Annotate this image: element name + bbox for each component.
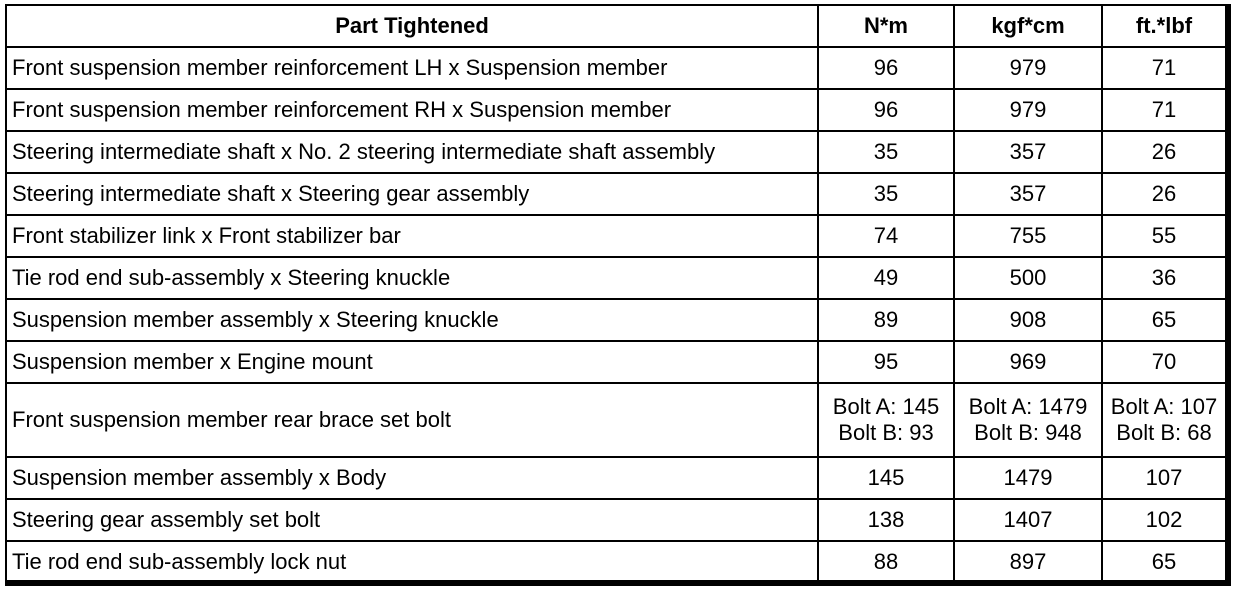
part-cell: Tie rod end sub-assembly x Steering knuckle [7,257,818,299]
table-row [7,257,1225,299]
bolt-b-value: Bolt B: 68 [1116,420,1212,445]
header-kgf-cm: kgf*cm [954,6,1102,47]
table-row [7,499,1225,541]
kgf-cell: 1479 [954,457,1102,499]
ft-cell: 65 [1102,299,1225,341]
table-row [7,89,1225,131]
table-row [7,341,1225,383]
nm-cell: 74 [818,215,954,257]
table-row [7,383,1225,457]
bolt-a-value: Bolt A: 1479 [968,394,1088,419]
nm-cell: 138 [818,499,954,541]
bolt-a-value: Bolt A: 107 [1110,394,1218,419]
table-row [7,131,1225,173]
kgf-cell: 969 [954,341,1102,383]
nm-cell: 89 [818,299,954,341]
kgf-cell: 500 [954,257,1102,299]
kgf-cell: 897 [954,541,1102,582]
header-row [7,6,1225,47]
torque-spec-table-frame [5,4,1231,586]
bolt-b-value: Bolt B: 948 [974,420,1082,445]
table-row [7,173,1225,215]
kgf-cell: 1407 [954,499,1102,541]
table-row [7,215,1225,257]
bolt-a-value: Bolt A: 145 [832,394,940,419]
nm-cell [818,383,954,457]
nm-cell: 88 [818,541,954,582]
ft-cell: 102 [1102,499,1225,541]
part-cell: Suspension member assembly x Body [7,457,818,499]
part-cell: Steering intermediate shaft x Steering gear assembly [7,173,818,215]
table-row [7,541,1225,582]
header-nm: N*m [818,6,954,47]
ft-cell: 70 [1102,341,1225,383]
header-part-tightened: Part Tightened [7,6,818,47]
table-row [7,299,1225,341]
kgf-cell: 979 [954,47,1102,89]
kgf-cell: 908 [954,299,1102,341]
nm-cell: 35 [818,173,954,215]
nm-cell: 145 [818,457,954,499]
table-row [7,457,1225,499]
ft-cell: 71 [1102,47,1225,89]
part-cell: Tie rod end sub-assembly lock nut [7,541,818,582]
bolt-b-value: Bolt B: 93 [838,420,934,445]
ft-cell: 26 [1102,131,1225,173]
part-cell: Steering intermediate shaft x No. 2 steering intermediate shaft assembly [7,131,818,173]
ft-cell: 65 [1102,541,1225,582]
ft-cell: 26 [1102,173,1225,215]
ft-cell: 55 [1102,215,1225,257]
nm-cell: 96 [818,89,954,131]
part-cell: Front stabilizer link x Front stabilizer bar [7,215,818,257]
part-cell: Suspension member assembly x Steering knuckle [7,299,818,341]
part-cell: Front suspension member reinforcement RH x Suspension member [7,89,818,131]
nm-cell: 95 [818,341,954,383]
part-cell: Steering gear assembly set bolt [7,499,818,541]
kgf-cell [954,383,1102,457]
torque-spec-table [7,6,1225,582]
ft-cell [1102,383,1225,457]
table-row [7,47,1225,89]
ft-cell: 36 [1102,257,1225,299]
ft-cell: 107 [1102,457,1225,499]
part-cell: Front suspension member rear brace set bolt [7,383,818,457]
part-cell: Suspension member x Engine mount [7,341,818,383]
kgf-cell: 755 [954,215,1102,257]
nm-cell: 49 [818,257,954,299]
kgf-cell: 979 [954,89,1102,131]
kgf-cell: 357 [954,173,1102,215]
nm-cell: 96 [818,47,954,89]
ft-cell: 71 [1102,89,1225,131]
header-ft-lbf: ft.*lbf [1102,6,1225,47]
kgf-cell: 357 [954,131,1102,173]
nm-cell: 35 [818,131,954,173]
part-cell: Front suspension member reinforcement LH x Suspension member [7,47,818,89]
